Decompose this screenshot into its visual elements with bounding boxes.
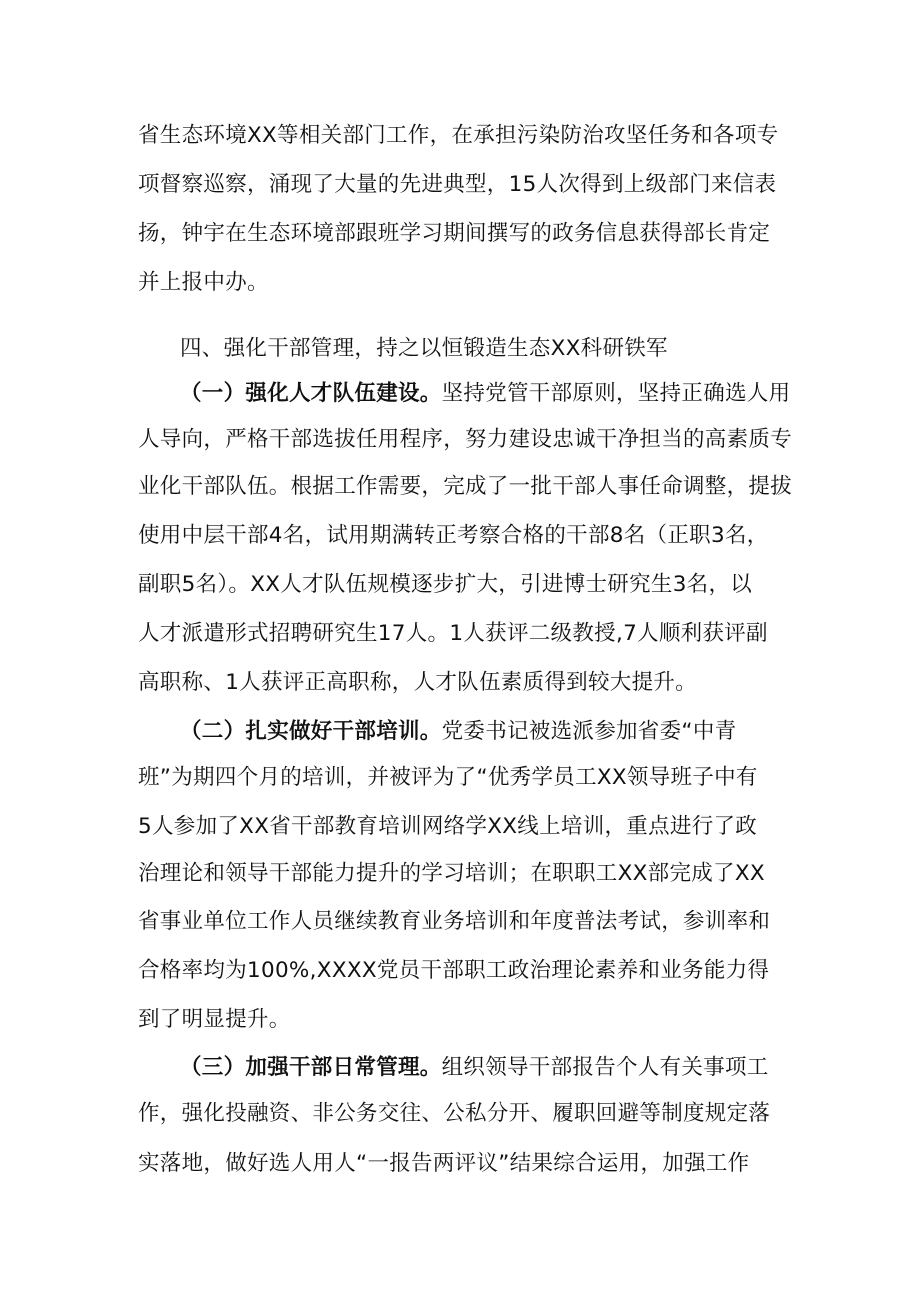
- item-3-line-2: 作，强化投融资、非公务交往、公私分开、履职回避等制度规定落: [138, 1101, 771, 1126]
- item-1-line-3: 业化干部队伍。根据工作需要，完成了一批干部人事任命调整，提拔: [138, 474, 793, 499]
- item-2-first-line-text: 党委书记被选派参加省委“中青: [441, 719, 737, 744]
- item-3-first-line-text: 组织领导干部报告个人有关事项工: [441, 1055, 769, 1080]
- paragraph-1-line-4: 并上报中办。: [138, 270, 269, 295]
- item-1-line-5: 副职5名）。XX人才队伍规模逐步扩大，引进博士研究生3名，以: [138, 572, 753, 597]
- item-1-title: （一）强化人才队伍建设。: [180, 381, 442, 406]
- item-1-line-2: 人导向，严格干部选拔任用程序，努力建设忠诚干净担当的高素质专: [138, 427, 793, 452]
- item-2-first-line: [180, 717, 736, 747]
- paragraph-1-line-3: 扬，钟宇在生态环境部跟班学习期间撰写的政务信息获得部长肯定: [138, 221, 771, 246]
- item-2-line-2: 班”为期四个月的培训，并被评为了“优秀学员工XX领导班子中有: [138, 765, 758, 790]
- item-3-first-line: [180, 1053, 769, 1083]
- item-2-line-5: 省事业单位工作人员继续教育业务培训和年度普法考试，参训率和: [138, 909, 771, 934]
- item-2-line-3: 5人参加了XX省干部教育培训网络学XX线上培训，重点进行了政: [138, 814, 758, 839]
- item-2-line-4: 治理论和领导干部能力提升的学习培训；在职职工XX部完成了XX: [138, 861, 765, 886]
- item-2-line-6: 合格率均为100%,XXXX党员干部职工政治理论素养和业务能力得: [138, 958, 770, 983]
- item-1-first-line: [180, 379, 790, 409]
- item-1-line-7: 高职称、1人获评正高职称，人才队伍素质得到较大提升。: [138, 670, 697, 695]
- paragraph-1-line-2: 项督察巡察，涌现了大量的先进典型，15人次得到上级部门来信表: [138, 172, 777, 197]
- item-3-line-3: 实落地，做好选人用人“一报告两评议”结果综合运用，加强工作: [138, 1151, 750, 1176]
- item-1-first-line-text: 坚持党管干部原则，坚持正确选人用: [441, 381, 791, 406]
- item-1-line-6: 人才派遣形式招聘研究生17人。1人获评二级教授,7人顺利获评副: [138, 621, 768, 646]
- item-3-title: （三）加强干部日常管理。: [180, 1055, 442, 1080]
- item-2-title: （二）扎实做好干部培训。: [180, 719, 442, 744]
- item-1-line-4: 使用中层干部4名，试用期满转正考察合格的干部8名（正职3名，: [138, 523, 769, 548]
- section-heading: 四、强化干部管理，持之以恒锻造生态XX科研铁军: [180, 336, 668, 361]
- paragraph-1-line-1: 省生态环境XX等相关部门工作，在承担污染防治攻坚任务和各项专: [138, 123, 779, 148]
- item-2-line-7: 到了明显提升。: [138, 1007, 291, 1032]
